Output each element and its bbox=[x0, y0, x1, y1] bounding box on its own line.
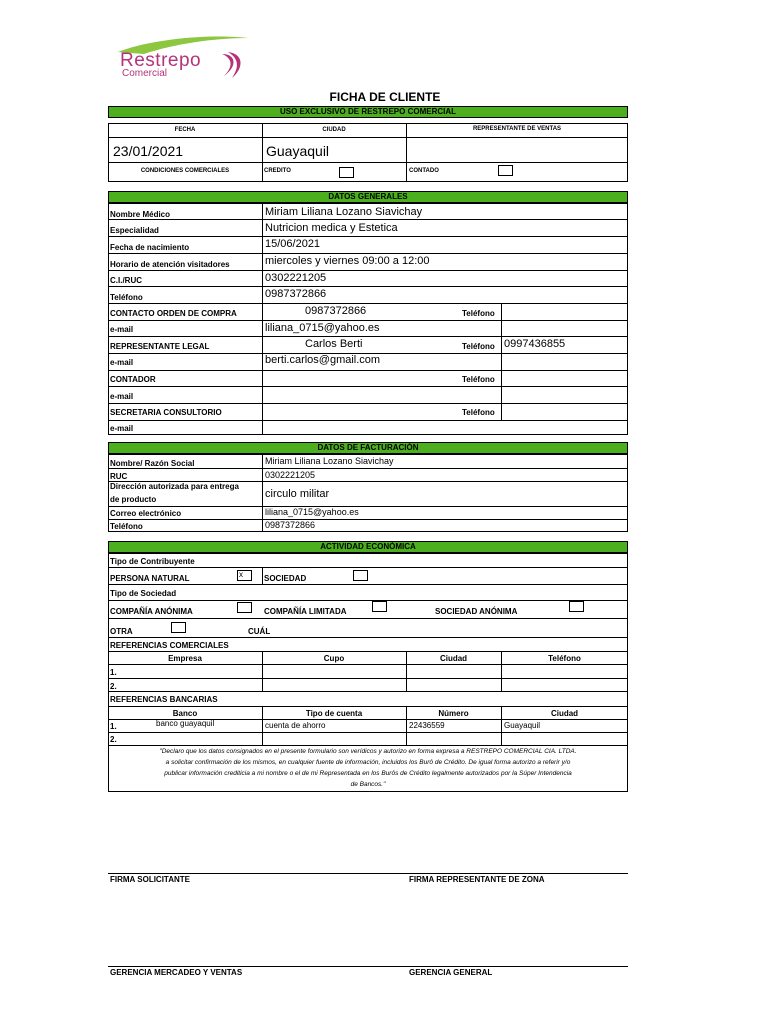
referencias-comerciales-label: REFERENCIAS COMERCIALES bbox=[110, 641, 229, 650]
razon-social-value: Miriam Liliana Lozano Siavichay bbox=[265, 456, 394, 466]
firma-representante-label: FIRMA REPRESENTANTE DE ZONA bbox=[409, 875, 545, 884]
horario-value: miercoles y viernes 09:00 a 12:00 bbox=[265, 255, 430, 267]
gerencia-general-label: GERENCIA GENERAL bbox=[409, 968, 493, 977]
fecha-value: 23/01/2021 bbox=[113, 143, 184, 159]
com-header-ciudad: Ciudad bbox=[439, 654, 468, 663]
contacto-telefono-label: Teléfono bbox=[462, 309, 495, 318]
telefono-value: 0987372866 bbox=[265, 288, 327, 300]
com-header-cupo: Cupo bbox=[323, 654, 345, 663]
correo-value: liliana_0715@yahoo.es bbox=[265, 507, 359, 517]
otra-label: OTRA bbox=[110, 627, 133, 636]
representante-telefono-label: Teléfono bbox=[462, 342, 495, 351]
contador-label: CONTADOR bbox=[110, 375, 156, 384]
firma-solicitante-label: FIRMA SOLICITANTE bbox=[110, 875, 190, 884]
section-facturacion: DATOS DE FACTURACIÓN bbox=[108, 442, 628, 454]
banc-row-1-ciudad: Guayaquil bbox=[504, 721, 541, 730]
direccion-value: circulo militar bbox=[265, 488, 330, 500]
compania-anonima-label: COMPAÑÍA ANÓNIMA bbox=[110, 607, 193, 616]
com-header-empresa: Empresa bbox=[168, 654, 202, 663]
banc-row-1-number: 1. bbox=[110, 722, 117, 731]
gerencia-mercadeo-label: GERENCIA MERCADEO Y VENTAS bbox=[110, 968, 243, 977]
referencias-bancarias-label: REFERENCIAS BANCARIAS bbox=[110, 695, 218, 704]
ciudad-label: CIUDAD bbox=[322, 127, 346, 133]
sociedad-anonima-checkbox[interactable] bbox=[569, 601, 584, 612]
condiciones-label: CONDICIONES COMERCIALES bbox=[140, 168, 230, 174]
persona-natural-mark: x bbox=[239, 570, 243, 579]
contado-checkbox[interactable] bbox=[498, 165, 513, 176]
banc-header-tipo-cuenta: Tipo de cuenta bbox=[305, 709, 363, 718]
declaracion-text bbox=[108, 746, 628, 790]
email-value: liliana_0715@yahoo.es bbox=[265, 322, 380, 334]
fecha-label: FECHA bbox=[174, 127, 196, 133]
ruc-label: RUC bbox=[110, 472, 128, 481]
nombre-medico-label: Nombre Médico bbox=[110, 210, 171, 219]
direccion-label-1: Dirección autorizada para entrega bbox=[110, 482, 239, 491]
secretaria-email-label: e-mail bbox=[110, 424, 134, 433]
representante-legal-label: REPRESENTANTE LEGAL bbox=[110, 342, 210, 351]
ci-ruc-label: C.I./RUC bbox=[110, 276, 142, 285]
logo-name: Restrepo bbox=[120, 50, 202, 71]
contacto-orden-value: 0987372866 bbox=[305, 305, 367, 317]
fecha-nacimiento-value: 15/06/2021 bbox=[265, 238, 321, 250]
credito-label: CREDITO bbox=[264, 168, 291, 174]
especialidad-value: Nutricion medica y Estetica bbox=[265, 222, 398, 234]
ruc-value: 0302221205 bbox=[265, 470, 316, 480]
factura-telefono-label: Teléfono bbox=[110, 522, 143, 531]
banc-header-numero: Número bbox=[438, 709, 469, 718]
sociedad-anonima-label: SOCIEDAD ANÓNIMA bbox=[435, 607, 518, 616]
secretaria-label: SECRETARIA CONSULTORIO bbox=[110, 408, 222, 417]
contacto-orden-label: CONTACTO ORDEN DE COMPRA bbox=[110, 309, 237, 318]
representante-email-value: berti.carlos@gmail.com bbox=[265, 354, 381, 366]
tipo-contribuyente-label: Tipo de Contribuyente bbox=[110, 557, 195, 566]
banc-header-banco: Banco bbox=[172, 709, 198, 718]
representante-label: REPRESENTANTE DE VENTAS bbox=[472, 126, 562, 132]
section-uso-exclusivo: USO EXCLUSIVO DE RESTREPO COMERCIAL bbox=[108, 106, 628, 118]
ciudad-value: Guayaquil bbox=[266, 143, 330, 159]
declaracion-line-1: "Declaro que los datos consignados en el presente formulario son verídicos y autorizo en forma expresa a RESTREPO COMERCIAL CIA. LTDA. bbox=[159, 748, 577, 755]
section-actividad: ACTIVIDAD ECONÓMICA bbox=[108, 541, 628, 553]
com-row-2-number: 2. bbox=[110, 682, 117, 691]
contador-telefono-label: Teléfono bbox=[462, 375, 495, 384]
section-datos-generales: DATOS GENERALES bbox=[108, 191, 628, 203]
horario-label: Horario de atención visitadores bbox=[110, 260, 230, 269]
persona-natural-checkbox[interactable] bbox=[237, 570, 252, 581]
contado-label: CONTADO bbox=[409, 168, 439, 174]
sociedad-label: SOCIEDAD bbox=[264, 574, 307, 583]
page-title: FICHA DE CLIENTE bbox=[329, 90, 441, 104]
ci-ruc-value: 0302221205 bbox=[265, 272, 327, 284]
banc-row-1-banco: banco guayaquil bbox=[156, 719, 215, 728]
com-header-telefono: Teléfono bbox=[548, 654, 581, 663]
email-label: e-mail bbox=[110, 325, 134, 334]
nombre-medico-value: Miriam Liliana Lozano Siavichay bbox=[265, 206, 423, 218]
telefono-label: Teléfono bbox=[110, 293, 143, 302]
banc-row-2-number: 2. bbox=[110, 735, 117, 744]
compania-limitada-label: COMPAÑÍA LIMITADA bbox=[264, 607, 347, 616]
declaracion-line-4: de Bancos." bbox=[350, 781, 386, 788]
banc-header-ciudad: Ciudad bbox=[550, 709, 579, 718]
sociedad-checkbox[interactable] bbox=[353, 570, 368, 581]
correo-label: Correo electrónico bbox=[110, 509, 182, 518]
fecha-nacimiento-label: Fecha de nacimiento bbox=[110, 243, 190, 252]
representante-email-label: e-mail bbox=[110, 358, 134, 367]
representante-legal-value: Carlos Berti bbox=[305, 338, 363, 350]
compania-anonima-checkbox[interactable] bbox=[237, 602, 252, 613]
compania-limitada-checkbox[interactable] bbox=[372, 601, 387, 612]
otra-checkbox[interactable] bbox=[171, 622, 186, 633]
tipo-sociedad-label: Tipo de Sociedad bbox=[110, 589, 177, 598]
direccion-label-2: de producto bbox=[110, 495, 157, 504]
banc-row-1-numero: 22436559 bbox=[409, 721, 445, 730]
credito-checkbox[interactable] bbox=[339, 167, 354, 178]
com-row-1-number: 1. bbox=[110, 668, 117, 677]
declaracion-line-2: a solicitar confirmación de los mismos, en cualquier fuente de información, incluidos los Burô de Crédito. De igual forma autorizo a referir y/o bbox=[165, 759, 571, 766]
logo-subtitle: Comercial bbox=[122, 68, 168, 79]
factura-telefono-value: 0987372866 bbox=[265, 520, 316, 530]
company-logo bbox=[114, 32, 254, 82]
razon-social-label: Nombre/ Razón Social bbox=[110, 459, 195, 468]
datos-generales-table bbox=[108, 203, 628, 435]
contador-email-label: e-mail bbox=[110, 392, 134, 401]
declaracion-line-3: publicar información crediticia a mi nombre o el de mi Representada en los Burôs de Crédito legalmente autorizados por la Súper Intendencia bbox=[164, 770, 572, 777]
secretaria-telefono-label: Teléfono bbox=[462, 408, 495, 417]
especialidad-label: Especialidad bbox=[110, 226, 159, 235]
banc-row-1-tipo: cuenta de ahorro bbox=[265, 721, 326, 730]
representante-telefono-value: 0997436855 bbox=[504, 338, 566, 350]
cual-label: CUÁL bbox=[248, 627, 271, 636]
persona-natural-label: PERSONA NATURAL bbox=[110, 574, 190, 583]
